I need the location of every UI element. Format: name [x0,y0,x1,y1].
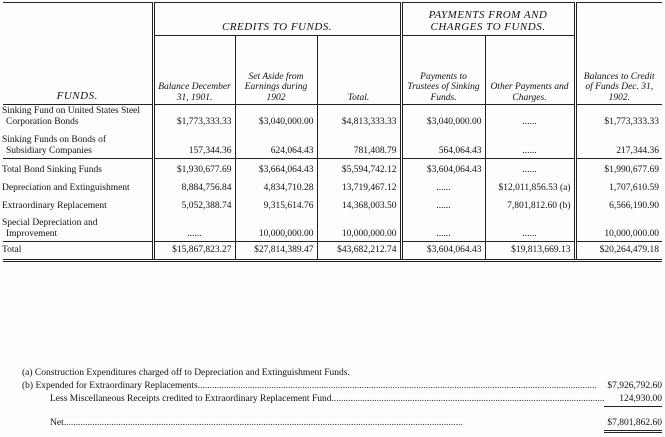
footnote-a-text: (a) Construction Expenditures charged off to Depreciation and Extinguishment Funds. [22,368,350,378]
footnote-b [22,380,662,393]
other-payments-cell: ...... [485,105,575,129]
fund-name: Sinking Fund on United States Steel Corporation Bonds [2,106,141,127]
set-aside-cell: 9,315,614.76 [235,195,317,213]
fund-name: Depreciation and Extinguishment [2,182,130,193]
table-row [3,105,662,129]
balance-1901-cell: 157,344.36 [153,129,235,158]
col-balance-1901-header: Balance December 31, 1901. [153,36,235,105]
col-set-aside-header: Set Aside from Earnings during 1902 [235,36,317,105]
footnote-net-amount: $7,801,862.60 [604,417,662,433]
payments-trustees-cell: ...... [401,195,485,213]
table-row [3,177,662,195]
table-row [3,158,662,176]
fund-name: Sinking Funds on Bonds of Subsidiary Companies [3,129,153,158]
payments-trustees-cell: $3,604,064.43 [401,158,485,176]
leader-dots [331,393,604,407]
credits-group-header: CREDITS TO FUNDS. [153,3,401,36]
total-balance-1902: $20,264,479.18 [575,242,662,261]
balance-1901-cell: 5,052,388.74 [153,195,235,213]
footnote-net-label: Net [50,418,64,428]
footnote-b-amount: $7,926,792.60 [607,381,662,391]
set-aside-cell: $3,664,064.43 [235,158,317,176]
set-aside-cell: $3,040,000.00 [235,105,317,129]
total-balance-1901: $15,867,823.27 [153,242,235,261]
balance-1902-cell: 217,344.36 [575,129,662,158]
total-cell: 781,408.79 [317,129,401,158]
payments-group-header: PAYMENTS FROM AND CHARGES TO FUNDS. [401,3,575,36]
footnote-b-label: (b) Expended for Extraordinary Replacements [22,381,198,391]
set-aside-cell: 10,000,000.00 [235,212,317,241]
total-row-label: Total [3,242,153,261]
total-row [3,242,662,261]
other-payments-cell: ...... [485,158,575,176]
total-set-aside: $27,814,389.47 [235,242,317,261]
fund-name: Extraordinary Replacement [2,200,107,211]
total-payments-trustees: $3,604,064.43 [401,242,485,261]
leader-dots [64,417,604,433]
total-cell: 10,000,000.00 [317,212,401,241]
funds-header: FUNDS. [3,3,153,105]
other-payments-cell: ...... [485,129,575,158]
footnote-net [22,417,662,433]
footnote-less [22,393,662,407]
balance-1901-cell: 8,884,756.84 [153,177,235,195]
balance-1902-cell: $1,773,333.33 [575,105,662,129]
payments-trustees-cell: ...... [401,177,485,195]
table-row [3,129,662,158]
total-cell: $4,813,333.33 [317,105,401,129]
balance-1902-cell: 1,707,610.59 [575,177,662,195]
total-cell: 13,719,467.12 [317,177,401,195]
col-balances-1902-header: Balances to Credit of Funds Dec. 31, 1902. [575,3,662,105]
leader-dots [198,380,604,393]
total-other-payments: $19,813,669.13 [485,242,575,261]
table-row [3,212,662,241]
balance-1901-cell: ...... [153,212,235,241]
fund-name: Total Bond Sinking Funds [2,164,102,175]
payments-trustees-cell: 564,064.43 [401,129,485,158]
set-aside-cell: 624,064.43 [235,129,317,158]
other-payments-cell: ...... [485,212,575,241]
footnote-less-label: Less Miscellaneous Receipts credited to Extraordinary Replacement Fund [50,394,332,404]
footnote-less-amount: 124,930.00 [604,393,662,407]
funds-table [3,2,662,262]
total-cell: 14,368,003.50 [317,195,401,213]
payments-trustees-cell: ...... [401,212,485,241]
balance-1901-cell: $1,773,333.33 [153,105,235,129]
other-payments-cell: 7,801,812.60 (b) [485,195,575,213]
fund-name: Special Depreciation and Improvement [3,212,153,241]
total-total: $43,682,212.74 [317,242,401,261]
payments-trustees-cell: $3,040,000.00 [401,105,485,129]
balance-1901-cell: $1,930,677.69 [153,158,235,176]
balance-1902-cell: $1,990,677.69 [575,158,662,176]
footnotes [22,367,662,433]
footnote-a [22,367,662,380]
table-row [3,195,662,213]
balance-1902-cell: 6,566,190.90 [575,195,662,213]
col-total-header: Total. [317,36,401,105]
col-payments-trustees-header: Payments to Trustees of Sinking Funds. [401,36,485,105]
set-aside-cell: 4,834,710.28 [235,177,317,195]
total-cell: $5,594,742.12 [317,158,401,176]
other-payments-cell: $12,011,856.53 (a) [485,177,575,195]
col-other-payments-header: Other Payments and Charges. [485,36,575,105]
balance-1902-cell: 10,000,000.00 [575,212,662,241]
